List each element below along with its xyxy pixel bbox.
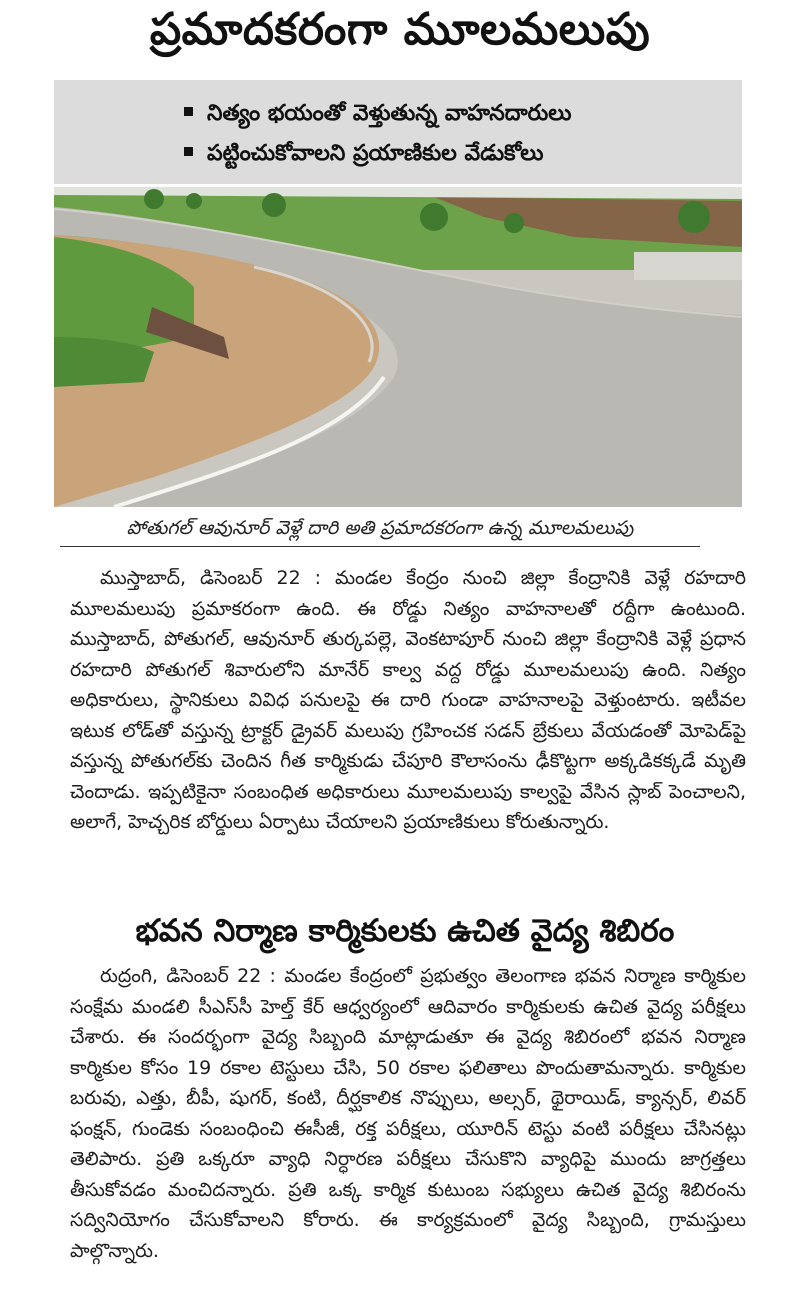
article-2-body: రుద్రంగి, డిసెంబర్ 22 : మండల కేంద్రంలో ప్రభుత్వం తెలంగాణ భవన నిర్మాణ కార్మికుల సంక్షేమ మండలి సీఎస్‌సీ హెల్త్ కేర్ ఆధ్వర్యంలో ఆదివారం కార్మికులకు ఉచిత వైద్య పరీక్షలు చేశారు. ఈ సందర్భంగా వైద్య సిబ్బంది మాట్లాడుతూ ఈ వైద్య శిబిరంలో భవన నిర్మాణ కార్మికుల కోసం 19 రకాల టెస్టులు చేసి, 50 రకాల ఫలితాలు పొందుతామన్నారు. కార్మికుల బరువు, ఎత్తు, బీపీ, షుగర్, కంటి, దీర్ఘకాలిక నొప్పులు, అల్సర్, థైరాయిడ్, క్యాన్సర్, లివర్ ఫంక్షన్, గుండెకు సంబంధించి ఈసీజీ, రక్త పరీక్షలు, యూరిన్ టెస్టు వంటి పరీక్షలు చేసినట్లు తెలిపారు. ప్రతి ఒక్కరూ వ్యాధి నిర్ధారణ పరీక్షలు చేసుకొని వ్యాధిపై ముందు జాగ్రత్తలు తీసుకోవడం మంచిదన్నారు. ప్రతి ఒక్క కార్మిక కుటుంబ సభ్యులు ఉచిత వైద్య శిబిరంను సద్వినియోగం చేసుకోవాలని కోరారు. ఈ కార్యక్రమంలో వైద్య సిబ్బంది, గ్రామస్తులు పాల్గొన్నారు. [70, 965, 746, 1262]
square-bullet-icon [184, 147, 193, 156]
subheading-text: పట్టించుకోవాలని ప్రయాణికుల వేడుకోలు [207, 141, 544, 166]
main-headline: ప్రమాదకరంగా మూలమలుపు [149, 4, 651, 55]
subheading-text: నిత్యం భయంతో వెళ్తుతున్న వాహనదారులు [207, 101, 572, 126]
road-photo-illustration [54, 187, 742, 507]
subheading-item [184, 94, 571, 134]
square-bullet-icon [184, 107, 193, 116]
subheading-box [54, 80, 742, 184]
subheading-item [184, 134, 571, 174]
article-2-headline: భవన నిర్మాణ కార్మికులకు ఉచిత వైద్య శిబిరం [135, 913, 675, 949]
photo-caption: పోతుగల్ ఆవునూర్ వెళ్లే దారి అతి ప్రమాదకరంగా ఉన్న మూలమలుపు [60, 512, 700, 547]
road-photo [54, 187, 742, 507]
article-1-body: ముస్తాబాద్, డిసెంబర్ 22 : మండల కేంద్రం నుంచి జిల్లా కేంద్రానికి వెళ్లే రహదారి మూలమలుపు ప్రమాకరంగా ఉంది. ఈ రోడ్డు నిత్యం వాహనాలతో రద్దీగా ఉంటుంది. ముస్తాబాద్, పోతుగల్, ఆవునూర్ తుర్కపల్లె, వెంకటాపూర్ నుంచి జిల్లా కేంద్రానికి వెళ్లే ప్రధాన రహదారి పోతుగల్ శివారులోని మానేర్ కాల్వ వద్ద రోడ్డు మూలమలుపు ఉంది. నిత్యం అధికారులు, స్థానికులు వివిధ పనులపై ఈ దారి గుండా వాహనాలపై వెళ్తుంటారు. ఇటీవల ఇటుక లోడ్‌తో వస్తున్న ట్రాక్టర్ డ్రైవర్ మలుపు గ్రహించక సడన్ బ్రేకులు వేయడంతో మోపెడ్‌పై వస్తున్న పోతుగల్‌కు చెందిన గీత కార్మికుడు చేపూరి కౌలాసంను ఢీకొట్టగా అక్కడికక్కడే మృతి చెందాడు. ఇప్పటికైనా సంబంధిత అధికారులు మూలమలుపు కాల్వపై వేసిన స్లాబ్ పెంచాలని, అలాగే, హెచ్చరిక బోర్డులు ఏర్పాటు చేయాలని ప్రయాణికులు కోరుతున్నారు. [70, 567, 746, 833]
subheading-list [184, 94, 571, 174]
